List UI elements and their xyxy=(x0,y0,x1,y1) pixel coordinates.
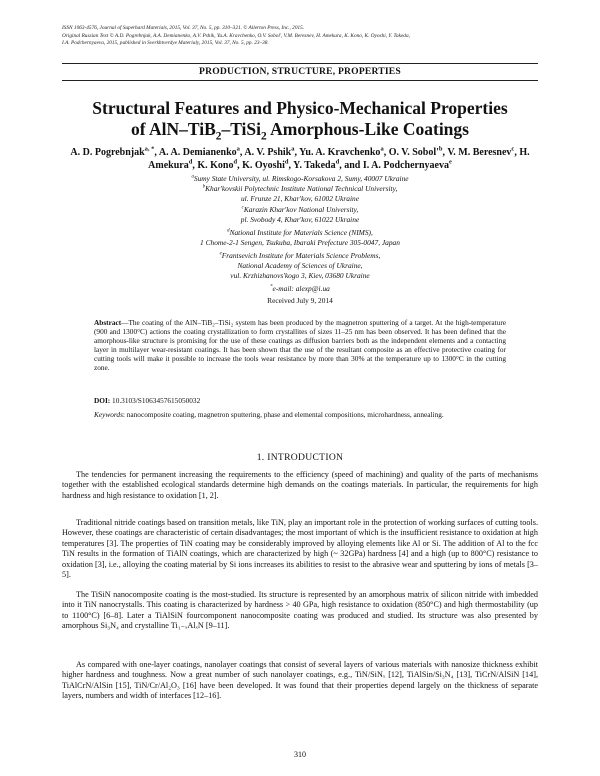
affiliation-e-line-1: $^e$Frantsevich Institute for Materials Science Problems, xyxy=(219,251,381,260)
journal-header-line-2: Original Russian Text © A.D. Pogrebnjak, A.A. Demianenko, A.V. Pshik, Yu.A. Kravchenko, O.V. Sobol', V.M. Beresnev, H. Amekura, K. Kono, K. Oyoshi, Y. Takeda, xyxy=(62,33,410,39)
keywords-label: Keywords xyxy=(94,410,123,419)
received-date: Received July 9, 2014 xyxy=(267,296,333,305)
abstract-label: Abstract xyxy=(94,318,122,327)
affiliation-c-line-2: pl. Svobody 4, Khar'kov, 61022 Ukraine xyxy=(240,215,360,224)
affiliation-e-line-2: National Academy of Sciences of Ukraine, xyxy=(237,261,363,270)
paper-title-line-2: of AlN–TiB$_2$–TiSi$_2$ Amorphous-Like Coatings xyxy=(131,119,469,143)
corresponding-email: *e-mail: alexp@i.ua xyxy=(270,284,330,293)
affiliation-c-line-1: $^c$Karazin Khar'kov National University, xyxy=(241,205,359,214)
paper-title-line-1: Structural Features and Physico-Mechanical Properties xyxy=(92,98,508,118)
section-banner: PRODUCTION, STRUCTURE, PROPERTIES xyxy=(199,66,401,77)
affiliation-a: $^a$Sumy State University, ul. Rimskogo-Korsakova 2, Sumy, 40007 Ukraine xyxy=(191,174,409,183)
keywords: Keywords: nanocomposite coating, magnetron sputtering, phase and elemental compositions, microhardness, annealing. xyxy=(94,410,444,419)
abstract-text: —The coating of the AlN–TiB₂–TiSi₂ system has been produced by the magnetron sputtering of a target. At the high-temperature (900 and 1300°C) actions the coating crystallization to form crystallites of sizes 11–25 nm has been observed. It has been defined that the amorphous-like structure is promising for the use of these coatings as diffusion barriers both as the independent elements and a contacting layer in multilayer wear-resistant coatings. It has been shown that the use of the resultant composite as an effective protective coating for cutting tools will make it possible to increase the tools wear resistance by more than 30% at the temperature up to 1300°C in the cutting zone. xyxy=(94,318,506,372)
header-rule-top xyxy=(62,63,538,64)
abstract xyxy=(94,318,506,372)
author-list: A. D. Pogrebnjak$^{a, *}$, A. A. Demianenko$^a$, A. V. Pshik$^a$, Yu. A. Kravchenko$^a$, O. V. $Sobol'^b$, V. M. Beresnev$^c$, H. Amekura$^d$, K. Kono$^d$, K. Oyoshi$^d$, Y. Takeda$^d$, and I. A. Podchernyaeva$^e$ xyxy=(70,145,530,171)
section-heading-introduction: 1. INTRODUCTION xyxy=(256,452,344,463)
journal-header-line-1: ISSN 1063-4576, Journal of Superhard Materials, 2015, Vol. 37, No. 5, pp. 310–321. © Allerton Press, Inc., 2015. xyxy=(62,25,305,31)
journal-header-line-3: I.A. Podchernyaeva, 2015, published in Sverkhtverdye Materialy, 2015, Vol. 37, No. 5, pp. 23–38. xyxy=(62,40,269,46)
paragraph-2: Traditional nitride coatings based on transition metals, like TiN, play an important role in the protection of working surfaces of cutting tools. However, these coatings are characteristic of certain disadvantages; the most important of which is the insufficient resistance to oxidation at high temperatures [3]. The properties of TiN coating may be considerably improved by alloying elements like Al or Si. The addition of Al to the fcc TiN results in the formation of TiAlN coatings, which are characterized by high (~ 32GPa) hardness [4] and a high (up to 800°C) resistance to oxidation [3], i.e., alloying the coating material by Si ions increases its abilities to resist to the abrasive wear and sputtering by ions of metals [3–5]. xyxy=(62,518,538,580)
paragraph-4: As compared with one-layer coatings, nanolayer coatings that consist of several layers of various materials with nanosize thickness exhibit higher hardness and toughness. Now a great number of such nanolayer coatings, e.g., TiN/SiNₓ [12], TiAlSin/Si₃N₄ [13], TiCrN/AlSiN [14], TiAlCrN/AlSin [15], TiN/Cr/Al₂O₃ [16] have been developed. It was found that their properties depend largely on the thickness of separate layers, numbers and width of interfaces [12–16]. xyxy=(62,660,538,701)
affiliation-d-line-2: 1 Chome-2-1 Sengen, Tsukuba, Ibaraki Prefecture 305-0047, Japan xyxy=(200,238,400,247)
doi-value[interactable]: 10.3103/S1063457615050032 xyxy=(112,396,201,405)
header-rule-bottom xyxy=(62,80,538,81)
doi: DOI: 10.3103/S1063457615050032 xyxy=(94,396,201,405)
page-number: 310 xyxy=(294,750,306,759)
affiliation-b-line-1: $^b$Khar'kovskii Polytechnic Institute National Technical University, xyxy=(202,184,398,193)
affiliation-e-line-3: vul. Krzhizhanovs'kogo 3, Kiev, 03680 Ukraine xyxy=(230,271,370,280)
paragraph-1: The tendencies for permanent increasing the requirements to the efficiency (speed of machining) and quality of the parts of mechanisms together with the established ecological standards determine high demands on the coatings materials. In particular, the requirements for high hardness and high resistance to oxidation [1, 2]. xyxy=(62,470,538,500)
affiliation-d-line-1: $^d$National Institute for Materials Science (NIMS), xyxy=(227,228,373,237)
affiliation-b-line-2: ul. Frunze 21, Khar'kov, 61002 Ukraine xyxy=(240,194,360,203)
paragraph-3: The TiSiN nanocomposite coating is the most-studied. Its structure is represented by an amorphous matrix of silicon nitride with imbedded into it TiN nanocrystalls. This coating is characterized by hardness > 40 GPa, high resistance to oxidation (850°C) and high thermostability (up to 1100°C) [6–8]. Later a TiAlSiN fourcomponent nanocomposite coating was produced and studied. Its structure was also presented by amorphous Si₃N₄ and crystalline Ti₁₋ₓAlₓN [9–11]. xyxy=(62,590,538,631)
